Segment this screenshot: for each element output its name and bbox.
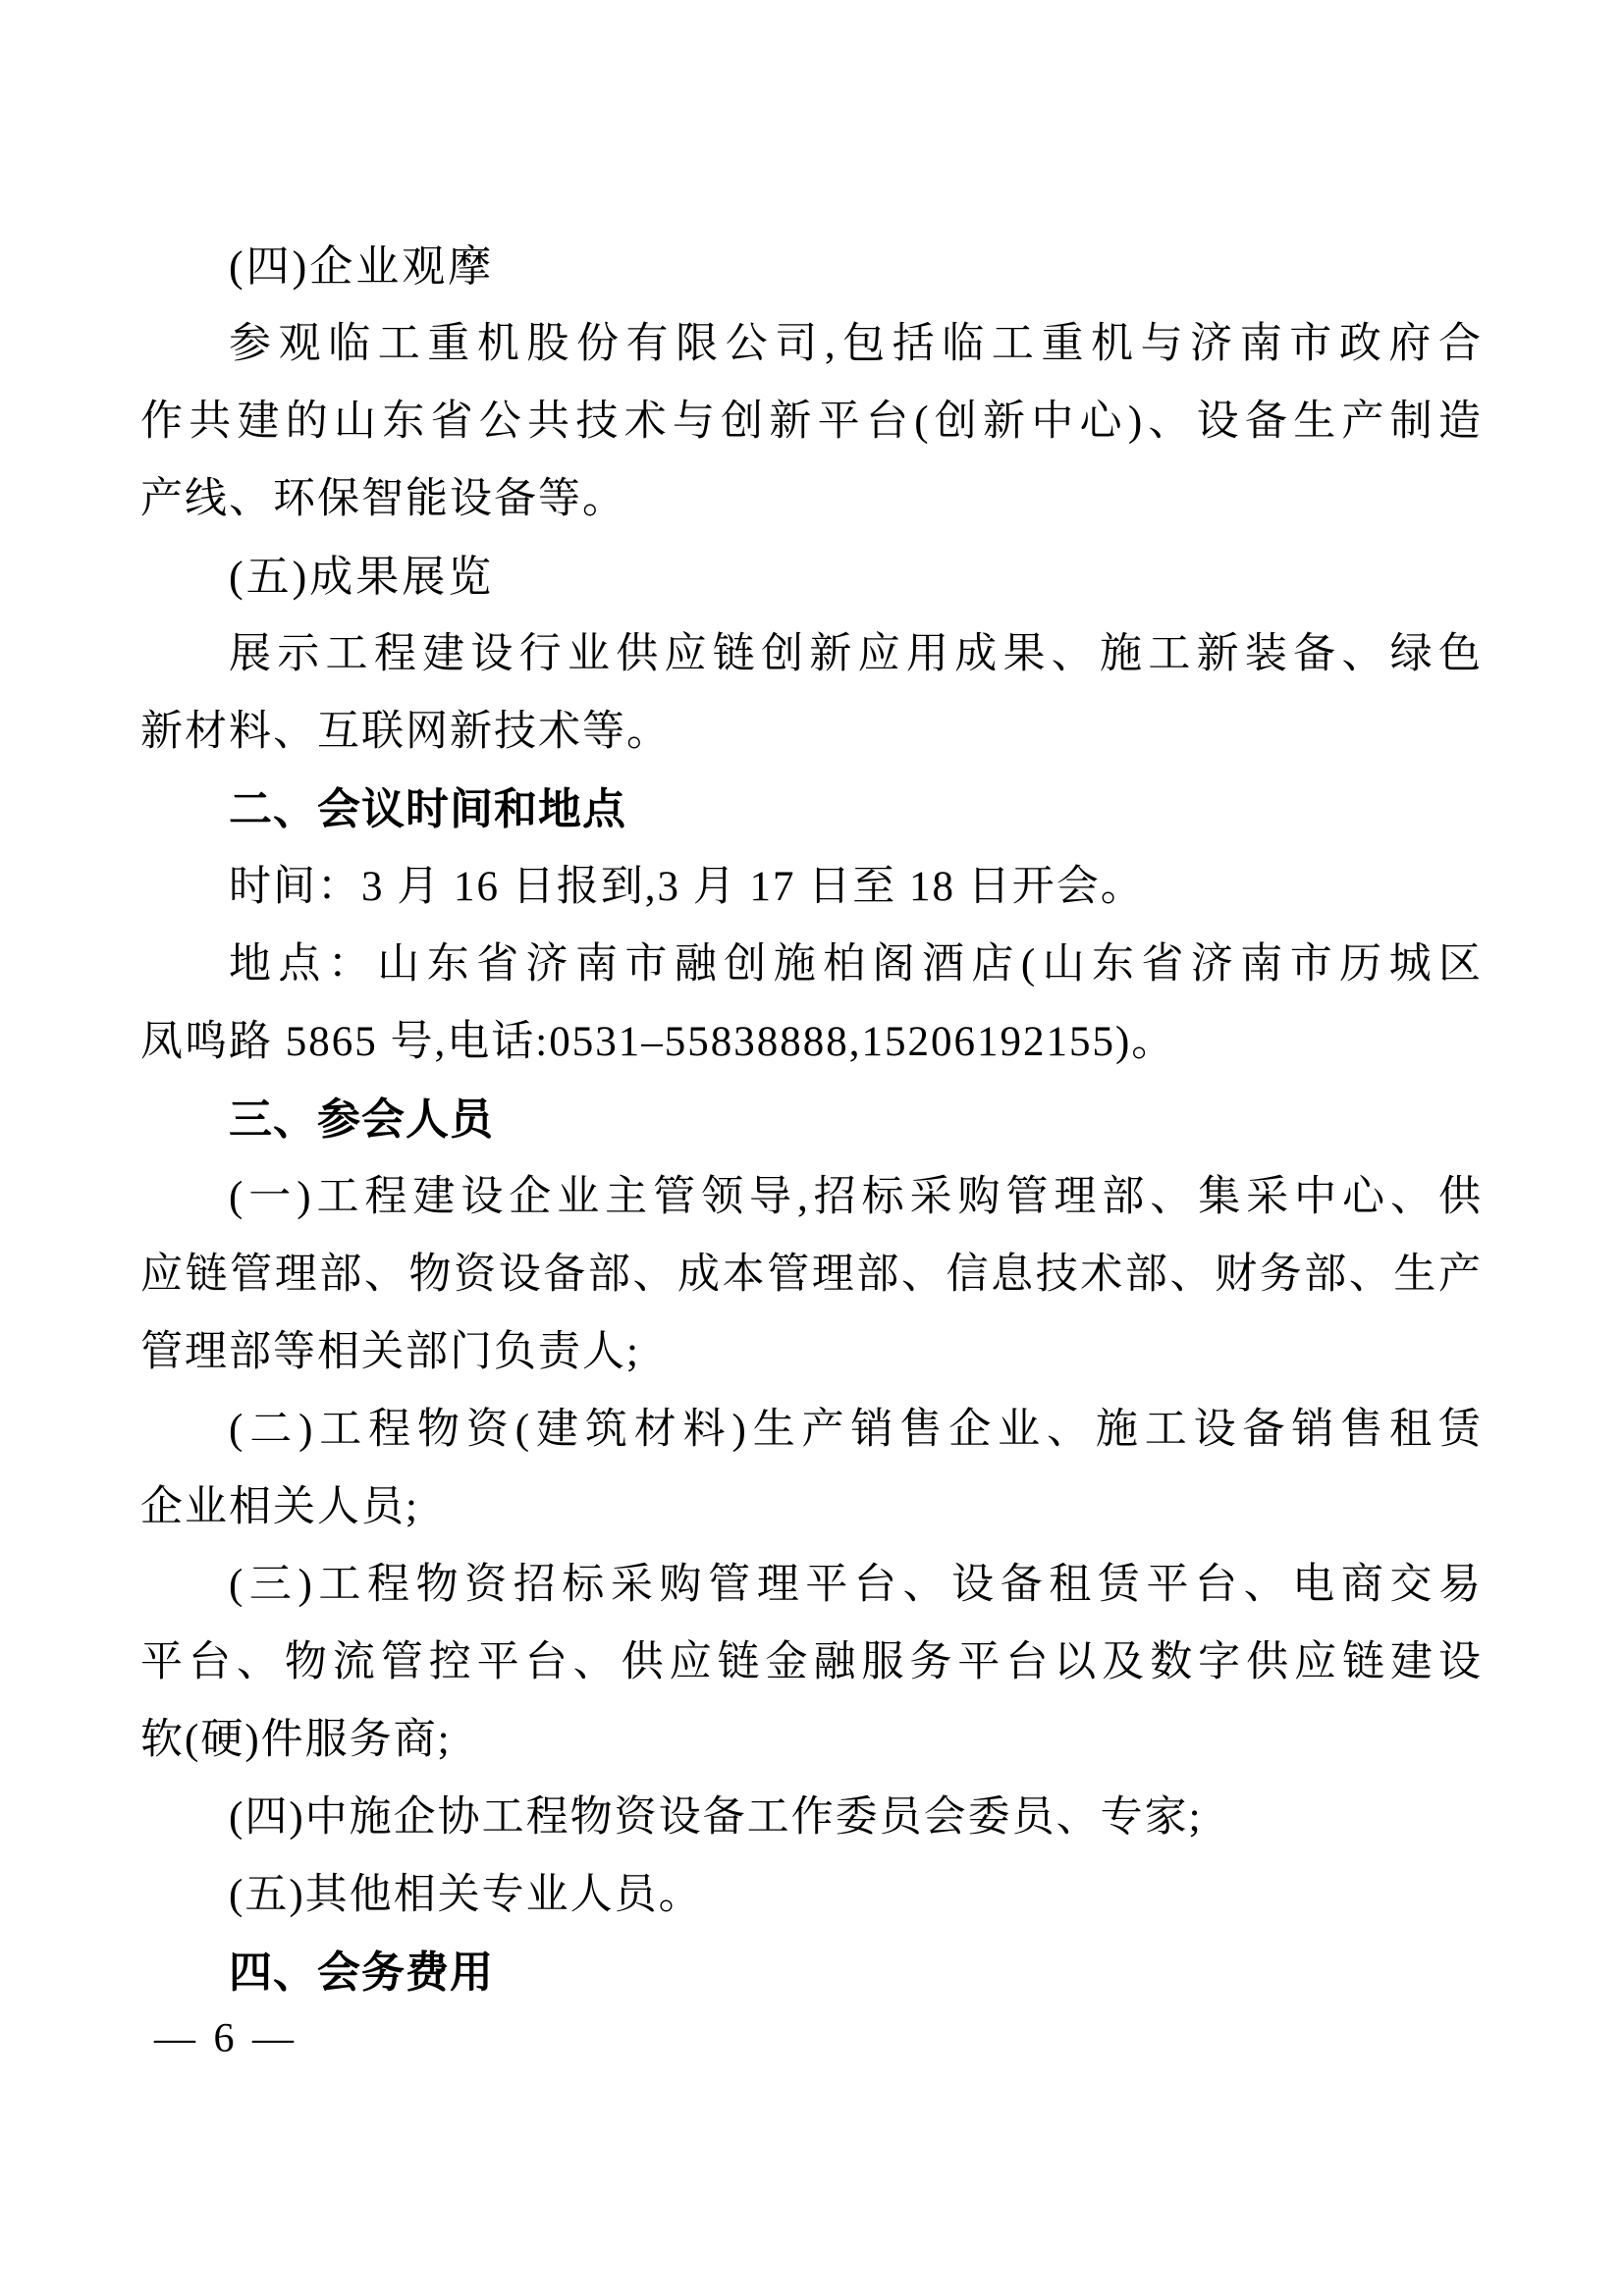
text-line: 产线、环保智能设备等。 [140,476,626,522]
text-line: (五)成果展览 [229,553,495,601]
text-line: (五)其他相关专业人员。 [229,1872,703,1918]
paragraph [140,305,1483,538]
text-line: 展示工程建设行业供应链创新应用成果、施工新装备、绿色 [229,631,1483,677]
text-line: 凤鸣路 5865 号,电话:0531–55838888,15206192155)。 [140,1019,1176,1065]
text-line: (四)中施企协工程物资设备工作委员会委员、专家; [229,1794,1203,1841]
paragraph [140,1391,1483,1546]
section-heading [140,771,1483,848]
text-line: (四)企业观摩 [229,242,495,291]
sub-heading [140,538,1483,615]
paragraph [140,926,1483,1081]
text-line: 参观临工重机股份有限公司,包括临工重机与济南市政府合 [229,321,1483,367]
section-heading [140,1934,1483,2011]
page-number: — 6 — [154,2016,298,2061]
sub-heading [140,228,1483,305]
text-line: 地点：山东省济南市融创施柏阁酒店(山东省济南市历城区 [229,941,1483,988]
text-line: 三、参会人员 [229,1095,494,1144]
text-line: 新材料、互联网新技术等。 [140,709,671,755]
paragraph [140,1158,1483,1391]
text-line: 四、会务费用 [229,1949,494,1997]
text-line: 管理部等相关部门负责人; [140,1329,640,1375]
paragraph [140,1546,1483,1779]
paragraph [140,848,1483,926]
text-line: 应链管理部、物资设备部、成本管理部、信息技术部、财务部、生产 [140,1252,1483,1298]
text-line: 企业相关人员; [140,1484,419,1530]
paragraph [140,1779,1483,1856]
text-line: 二、会议时间和地点 [229,785,626,833]
text-line: (三)工程物资招标采购管理平台、设备租赁平台、电商交易 [229,1562,1483,1608]
document-content [140,228,1483,2011]
section-heading [140,1081,1483,1158]
text-line: 软(硬)件服务商; [140,1717,452,1763]
text-line: (二)工程物资(建筑材料)生产销售企业、施工设备销售租赁 [229,1407,1483,1453]
text-line: (一)工程建设企业主管领导,招标采购管理部、集采中心、供 [229,1174,1483,1220]
text-line: 平台、物流管控平台、供应链金融服务平台以及数字供应链建设 [140,1639,1483,1685]
text-line: 作共建的山东省公共技术与创新平台(创新中心)、设备生产制造 [140,399,1483,445]
text-line: 时间：3 月 16 日报到,3 月 17 日至 18 日开会。 [229,864,1145,910]
paragraph [140,1856,1483,1934]
paragraph [140,615,1483,771]
